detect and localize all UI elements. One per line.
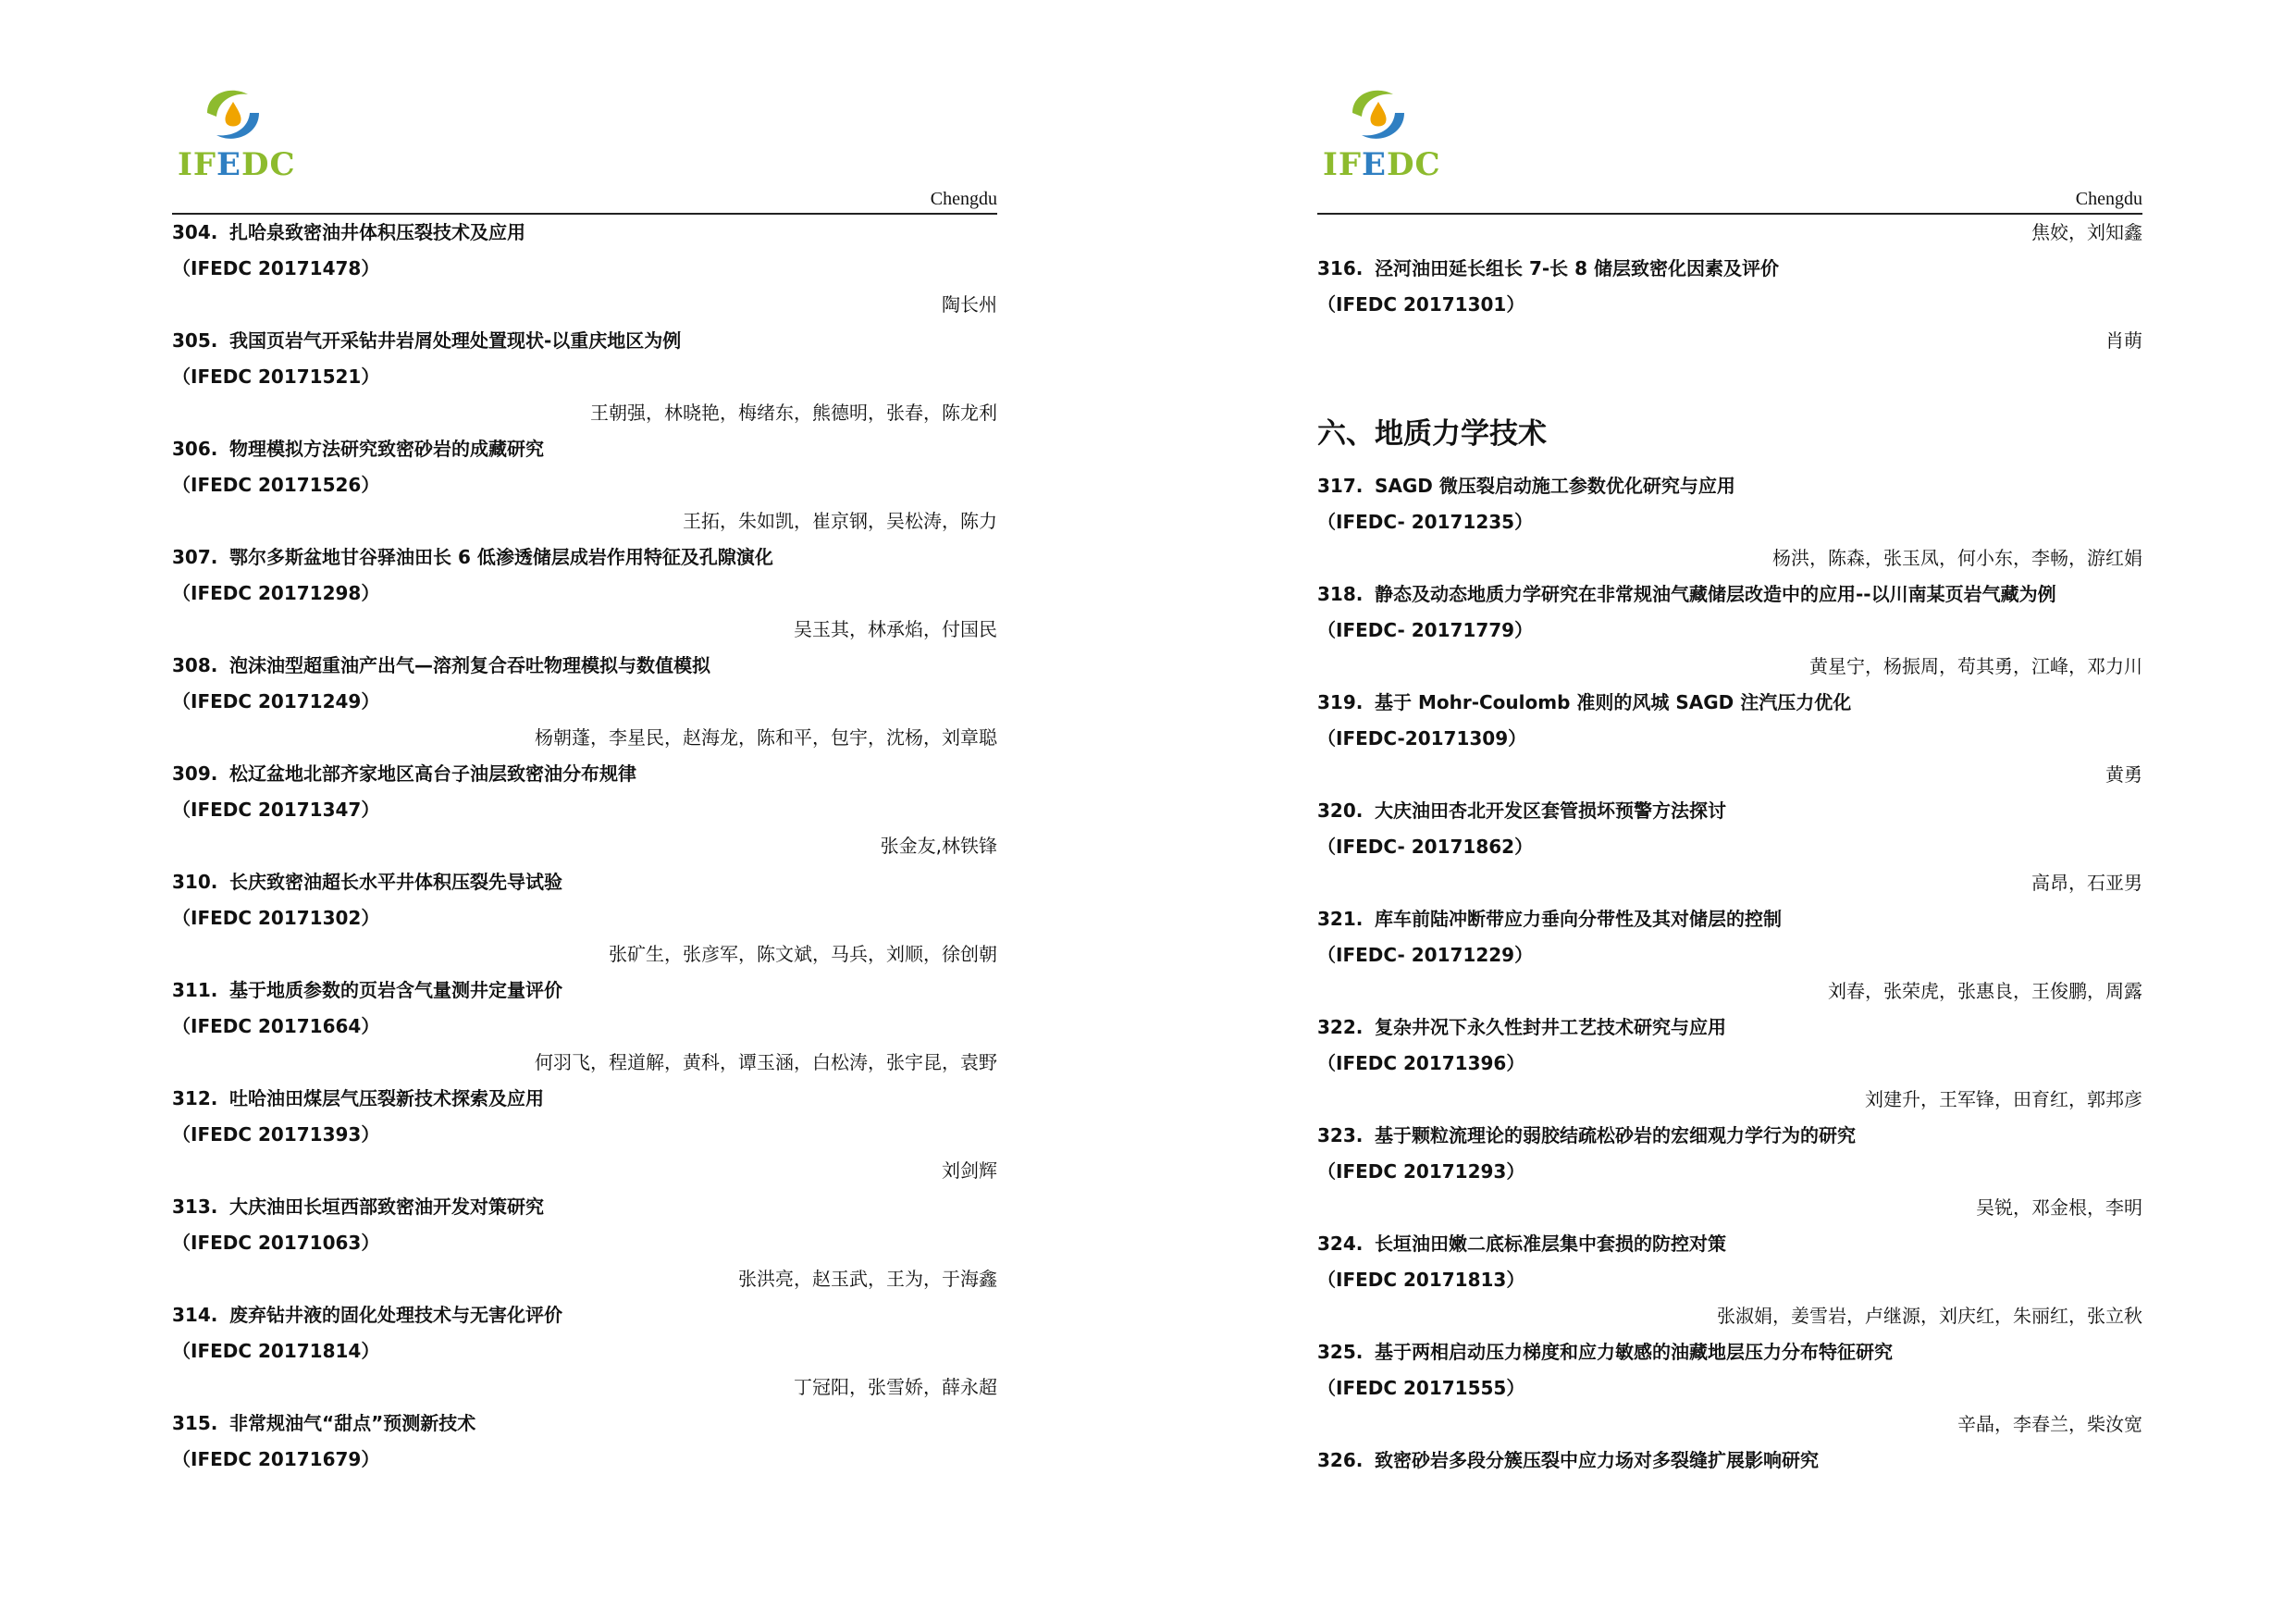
right-entry-list	[1317, 215, 2142, 1479]
paper-entry	[1317, 1226, 2142, 1334]
paper-entry	[1317, 1118, 2142, 1226]
paper-authors: 黄星宁，杨振周，苟其勇，江峰，邓力川	[1809, 655, 2142, 677]
paper-number: 312.	[172, 1087, 218, 1109]
paper-entry	[172, 973, 997, 1081]
paper-code: （IFEDC- 20171779）	[1317, 619, 1534, 641]
paper-title-line	[172, 864, 997, 900]
paper-title-line	[1317, 576, 2142, 613]
paper-title: 泡沫油型超重油产出气—溶剂复合吞吐物理模拟与数值模拟	[229, 654, 710, 676]
paper-number: 323.	[1317, 1124, 1364, 1146]
paper-authors: 王朝强，林晓艳，梅绪东，熊德明，张春，陈龙利	[590, 402, 997, 424]
paper-authors: 杨朝蓬，李星民，赵海龙，陈和平，包宇，沈杨，刘章聪	[535, 726, 997, 749]
paper-title: 扎哈泉致密油井体积压裂技术及应用	[229, 221, 525, 243]
paper-title: 基于 Mohr-Coulomb 准则的风城 SAGD 注汽压力优化	[1375, 691, 1852, 713]
paper-number: 317.	[1317, 475, 1364, 497]
paper-title-line	[172, 1189, 997, 1225]
paper-title: 鄂尔多斯盆地甘谷驿油田长 6 低渗透储层成岩作用特征及孔隙演化	[229, 546, 773, 568]
paper-code: （IFEDC 20171298）	[172, 582, 380, 604]
paper-code: （IFEDC 20171347）	[172, 799, 380, 821]
paper-code: （IFEDC 20171396）	[1317, 1052, 1525, 1074]
paper-number: 315.	[172, 1412, 218, 1434]
paper-number: 307.	[172, 546, 218, 568]
paper-title: 长垣油田嫩二底标准层集中套损的防控对策	[1375, 1233, 1726, 1255]
paper-title: 我国页岩气开采钻井岩屑处理处置现状-以重庆地区为例	[229, 329, 682, 352]
paper-title-line	[1317, 793, 2142, 829]
paper-title: 废弃钻井液的固化处理技术与无害化评价	[229, 1304, 562, 1326]
paper-code: （IFEDC 20171679）	[172, 1448, 380, 1470]
logo-emblem-icon	[200, 85, 266, 148]
paper-title: 基于颗粒流理论的弱胶结疏松砂岩的宏细观力学行为的研究	[1375, 1124, 1856, 1146]
paper-entry	[1317, 251, 2142, 359]
paper-entry	[1317, 1334, 2142, 1443]
paper-number: 324.	[1317, 1233, 1364, 1255]
paper-title-line	[1317, 1443, 2142, 1479]
paper-entry	[172, 1189, 997, 1297]
paper-number: 326.	[1317, 1449, 1364, 1471]
paper-number: 318.	[1317, 583, 1364, 605]
paper-code: （IFEDC 20171393）	[172, 1123, 380, 1146]
paper-code: （IFEDC 20171293）	[1317, 1160, 1525, 1183]
paper-number: 311.	[172, 979, 218, 1001]
paper-entry	[1317, 685, 2142, 793]
paper-number: 308.	[172, 654, 218, 676]
paper-title: 松辽盆地北部齐家地区高台子油层致密油分布规律	[229, 762, 636, 785]
paper-code: （IFEDC 20171814）	[172, 1340, 380, 1362]
paper-entry	[172, 1081, 997, 1189]
paper-authors: 吴锐，邓金根，李明	[1976, 1196, 2142, 1219]
paper-number: 306.	[172, 438, 218, 460]
paper-code: （IFEDC 20171063）	[172, 1232, 380, 1254]
paper-authors: 刘春，张荣虎，张惠良，王俊鹏，周露	[1828, 980, 2142, 1002]
paper-title: 泾河油田延长组长 7-长 8 储层致密化因素及评价	[1375, 257, 1780, 279]
paper-title-line	[1317, 468, 2142, 504]
paper-authors: 张洪亮，赵玉武，王为，于海鑫	[738, 1268, 997, 1290]
paper-entry	[1317, 1443, 2142, 1479]
paper-title-line	[1317, 1010, 2142, 1046]
paper-authors: 张淑娟，姜雪岩，卢继源，刘庆红，朱丽红，张立秋	[1717, 1305, 2142, 1327]
paper-number: 314.	[172, 1304, 218, 1326]
paper-authors: 何羽飞，程道解，黄科，谭玉涵，白松涛，张宇昆，袁野	[535, 1051, 997, 1073]
paper-entry	[172, 1406, 997, 1478]
paper-authors: 刘剑辉	[942, 1159, 997, 1182]
paper-title-line	[172, 539, 997, 576]
left-entry-list	[172, 215, 997, 1478]
paper-authors: 陶长州	[942, 293, 997, 316]
paper-title: 致密砂岩多段分簇压裂中应力场对多裂缝扩展影响研究	[1375, 1449, 1819, 1471]
paper-title: 复杂井况下永久性封井工艺技术研究与应用	[1375, 1016, 1726, 1038]
paper-entry	[1317, 901, 2142, 1010]
paper-title-line	[172, 215, 997, 251]
paper-entry	[1317, 468, 2142, 576]
paper-number: 309.	[172, 762, 218, 785]
paper-code: （IFEDC 20171664）	[172, 1015, 380, 1037]
paper-code: （IFEDC 20171526）	[172, 474, 380, 496]
paper-authors: 吴玉其，林承焰，付国民	[794, 618, 997, 640]
paper-authors: 高昂，石亚男	[2031, 872, 2142, 894]
paper-authors: 黄勇	[2105, 763, 2142, 786]
paper-title: 吐哈油田煤层气压裂新技术探索及应用	[229, 1087, 544, 1109]
paper-number: 310.	[172, 871, 218, 893]
paper-title: 基于两相启动压力梯度和应力敏感的油藏地层压力分布特征研究	[1375, 1341, 1893, 1363]
paper-authors: 张金友,林铁锋	[880, 835, 997, 857]
paper-code: （IFEDC 20171301）	[1317, 293, 1525, 316]
paper-code: （IFEDC 20171521）	[172, 365, 380, 388]
paper-entry	[1317, 793, 2142, 901]
paper-entry	[172, 431, 997, 539]
paper-code: （IFEDC 20171813）	[1317, 1269, 1525, 1291]
paper-title-line	[1317, 901, 2142, 937]
paper-title-line	[172, 648, 997, 684]
paper-number: 319.	[1317, 691, 1364, 713]
paper-title: 库车前陆冲断带应力垂向分带性及其对储层的控制	[1375, 908, 1782, 930]
paper-entry	[172, 539, 997, 648]
paper-authors: 辛晶，李春兰，柴汝宽	[1957, 1413, 2142, 1435]
header-location: Chengdu	[930, 189, 997, 209]
paper-title-line	[172, 973, 997, 1009]
paper-authors: 刘建升，王军锋，田育红，郭邦彦	[1865, 1088, 2142, 1110]
paper-title-line	[172, 323, 997, 359]
paper-title-line	[172, 431, 997, 467]
paper-title: 长庆致密油超长水平井体积压裂先导试验	[229, 871, 562, 893]
header-location: Chengdu	[2075, 189, 2142, 209]
paper-number: 304.	[172, 221, 218, 243]
paper-entry	[172, 1297, 997, 1406]
paper-number: 305.	[172, 329, 218, 352]
paper-number: 316.	[1317, 257, 1364, 279]
paper-title-line	[172, 1297, 997, 1333]
paper-authors: 张矿生，张彦军，陈文斌，马兵，刘顺，徐创朝	[609, 943, 997, 965]
paper-entry	[172, 323, 997, 431]
paper-entry	[172, 215, 997, 323]
paper-code: （IFEDC 20171478）	[172, 257, 380, 279]
paper-code: （IFEDC- 20171229）	[1317, 944, 1534, 966]
paper-title-line	[1317, 1226, 2142, 1262]
paper-entry	[172, 648, 997, 756]
paper-title: SAGD 微压裂启动施工参数优化研究与应用	[1375, 475, 1735, 497]
left-page	[172, 0, 997, 1623]
paper-code: （IFEDC- 20171235）	[1317, 511, 1534, 533]
paper-title: 大庆油田长垣西部致密油开发对策研究	[229, 1196, 544, 1218]
carryover-authors: 焦姣，刘知鑫	[2031, 221, 2142, 243]
paper-title: 非常规油气“甜点”预测新技术	[229, 1412, 476, 1434]
logo-wordmark: IFEDC	[178, 146, 296, 183]
paper-title-line	[172, 1081, 997, 1117]
ifedc-logo	[1323, 85, 1452, 189]
paper-number: 320.	[1317, 799, 1364, 822]
paper-number: 313.	[172, 1196, 218, 1218]
paper-code: （IFEDC 20171249）	[172, 690, 380, 712]
ifedc-logo	[178, 85, 307, 189]
paper-title: 物理模拟方法研究致密砂岩的成藏研究	[229, 438, 544, 460]
paper-title-line	[172, 1406, 997, 1442]
paper-title-line	[172, 756, 997, 792]
paper-code: （IFEDC 20171302）	[172, 907, 380, 929]
paper-title-line	[1317, 251, 2142, 287]
paper-code: （IFEDC 20171555）	[1317, 1377, 1525, 1399]
paper-entry	[172, 756, 997, 864]
paper-title: 静态及动态地质力学研究在非常规油气藏储层改造中的应用--以川南某页岩气藏为例	[1375, 583, 2056, 605]
paper-title-line	[1317, 1118, 2142, 1154]
paper-authors: 丁冠阳，张雪娇，薛永超	[794, 1376, 997, 1398]
paper-authors: 杨洪，陈森，张玉凤，何小东，李畅，游红娟	[1772, 547, 2142, 569]
paper-code: （IFEDC-20171309）	[1317, 727, 1527, 750]
paper-title-line	[1317, 1334, 2142, 1370]
paper-entry	[1317, 1010, 2142, 1118]
paper-number: 322.	[1317, 1016, 1364, 1038]
paper-number: 325.	[1317, 1341, 1364, 1363]
paper-entry	[172, 864, 997, 973]
paper-authors: 肖萌	[2105, 329, 2142, 352]
paper-title: 大庆油田杏北开发区套管损坏预警方法探讨	[1375, 799, 1726, 822]
paper-entry	[1317, 576, 2142, 685]
logo-emblem-icon	[1345, 85, 1412, 148]
paper-code: （IFEDC- 20171862）	[1317, 836, 1534, 858]
paper-title-line	[1317, 685, 2142, 721]
logo-wordmark: IFEDC	[1323, 146, 1441, 183]
paper-title: 基于地质参数的页岩含气量测井定量评价	[229, 979, 562, 1001]
section-heading: 六、地质力学技术	[1317, 417, 1547, 451]
right-page	[1317, 0, 2142, 1623]
paper-number: 321.	[1317, 908, 1364, 930]
paper-authors: 王拓，朱如凯，崔京钢，吴松涛，陈力	[683, 510, 997, 532]
